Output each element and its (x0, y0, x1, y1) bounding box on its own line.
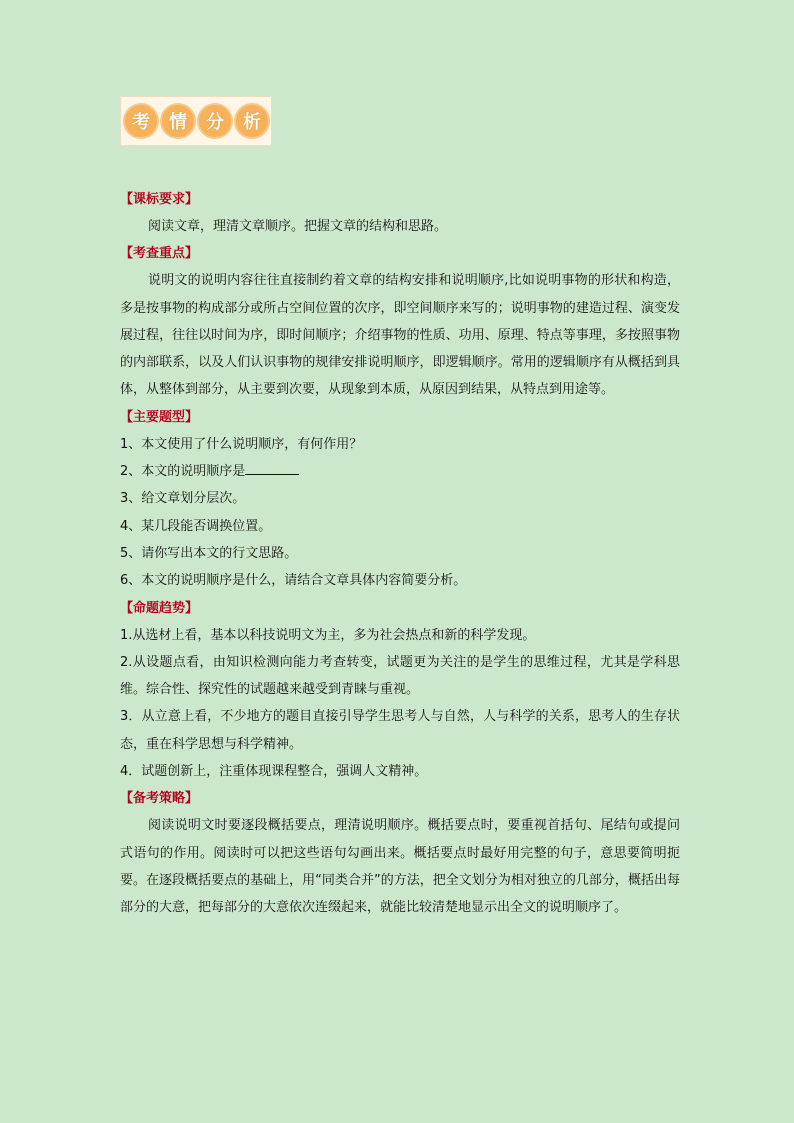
section-title-qushi: 【命题趋势】 (120, 600, 199, 616)
list-item: 1、本文使用了什么说明顺序，有何作用？ (120, 436, 363, 452)
list-item: 2.从设题点看，由知识检测向能力考查转变，试题更为关注的是学生的思维过程，尤其是学科思维。综合性、探究性的试题越来越受到青睐与重视。 (120, 654, 680, 698)
list-item: 3、给文章划分层次。 (120, 491, 246, 507)
section-text-kaocha: 说明文的说明内容往往直接制约着文章的结构安排和说明顺序,比如说明事物的形状和构造，多是按事物的构成部分或所占空间位置的次序，即空间顺序来写的；说明事物的建造过程、演变发展过程，往往以时间为序，即时间顺序；介绍事物的性质、功用、原理、特点等事理，多按照事物的内部联系，以及人们认识事物的规律安排说明顺序，即逻辑顺序。常用的逻辑顺序有从概括到具体，从整体到部分，从主要到次要，从现象到本质，从原因到结果，从特点到用途等。 (120, 273, 680, 398)
answer-blank (245, 461, 299, 475)
list-item: 3．从立意上看，不少地方的题目直接引导学生思考人与自然，人与科学的关系，思考人的生存状态，重在科学思想与科学精神。 (120, 709, 680, 752)
list-item: 6、本文的说明顺序是什么，请结合文章具体内容简要分析。 (120, 573, 467, 589)
document-page (120, 96, 680, 922)
list-item (120, 458, 680, 485)
list-item: 1.从选材上看，基本以科技说明文为主，多为社会热点和新的科学发现。 (120, 627, 536, 643)
section-title-tixing: 【主要题型】 (120, 409, 199, 425)
list-item-text: 2、本文的说明顺序是 (120, 464, 246, 480)
section-title-kaocha: 【考查重点】 (120, 246, 199, 262)
list-item: 4、某几段能否调换位置。 (120, 518, 272, 534)
banner-char-1: 考 (123, 103, 159, 139)
banner-char-4: 析 (234, 103, 270, 139)
section-title-kebiao: 【课标要求】 (120, 192, 199, 207)
banner-char-2: 情 (160, 103, 196, 139)
section-title-celue: 【备考策略】 (120, 791, 199, 807)
banner-char-3: 分 (197, 103, 233, 139)
section-text-kebiao: 阅读文章，理清文章顺序。把握文章的结构和思路。 (148, 219, 448, 234)
section-text-celue: 阅读说明文时要逐段概括要点，理清说明顺序。概括要点时，要重视首括句、尾结句或提问式语句的作用。阅读时可以把这些语句勾画出来。概括要点时最好用完整的句子，意思要简明扼要。在逐段概括要点的基础上，用“同类合并”的方法，把全文划分为相对独立的几部分，概括出每部分的大意，把每部分的大意依次连缀起来，就能比较清楚地显示出全文的说明顺序了。 (120, 818, 680, 916)
list-item: 5、请你写出本文的行文思路。 (120, 545, 298, 561)
exam-analysis-banner (120, 96, 272, 146)
list-item: 4．试题创新上，注重体现课程整合，强调人文精神。 (120, 764, 428, 780)
